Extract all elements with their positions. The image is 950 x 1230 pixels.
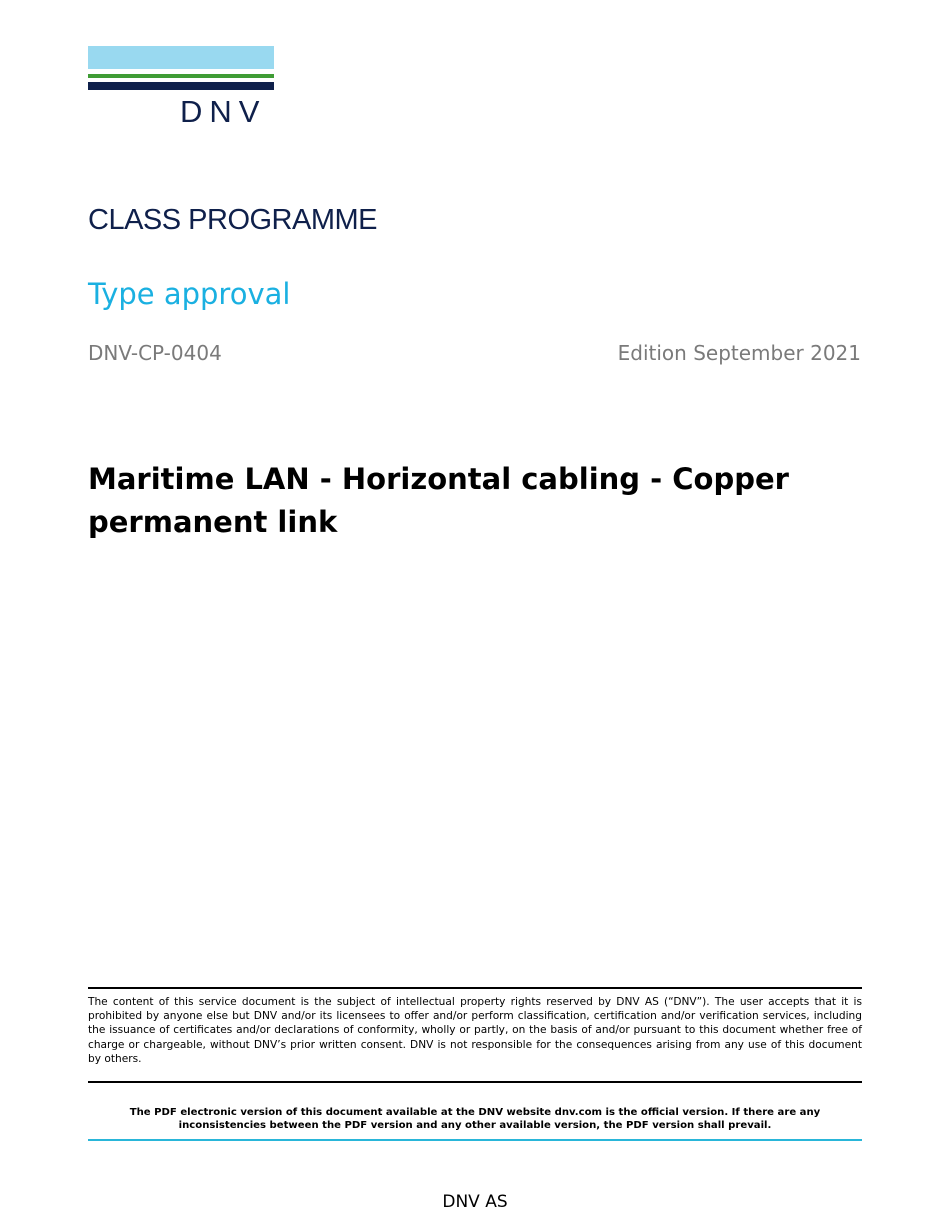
- divider-middle: [88, 1081, 862, 1083]
- publisher-name: DNV AS: [442, 1192, 508, 1212]
- document-edition: Edition September 2021: [617, 341, 861, 365]
- pdf-official-version-notice: The PDF electronic version of this document available at the DNV website dnv.com is the official version. If there are any inconsistencies between the PDF version and any other available version, the PDF version shall prevail.: [129, 1107, 821, 1131]
- intellectual-property-notice: The content of this service document is the subject of intellectual property rights reserved by DNV AS (“DNV”). The user accepts that it is prohibited by anyone else but DNV and/or its licensees to offer and/or perform classification, certification and/or verification services, including the issuance of certificates and/or declarations of conformity, wholly or partly, on the basis of and/or pursuant to this document whether free of charge or chargeable, without DNV’s prior written consent. DNV is not responsible for the consequences arising from any use of this document by others.: [88, 996, 862, 1065]
- document-code: DNV-CP-0404: [88, 341, 222, 365]
- logo-light-blue-band: [88, 46, 274, 69]
- logo-wordmark: DNV: [180, 94, 267, 129]
- dnv-logo: [88, 46, 274, 130]
- document-subcategory: Type approval: [88, 277, 291, 311]
- document-category: CLASS PROGRAMME: [88, 204, 377, 236]
- logo-dark-blue-band: [88, 82, 274, 90]
- divider-bottom: [88, 1139, 862, 1141]
- logo-green-band: [88, 74, 274, 78]
- document-title: Maritime LAN - Horizontal cabling - Copper permanent link: [88, 462, 789, 539]
- divider-top: [88, 987, 862, 989]
